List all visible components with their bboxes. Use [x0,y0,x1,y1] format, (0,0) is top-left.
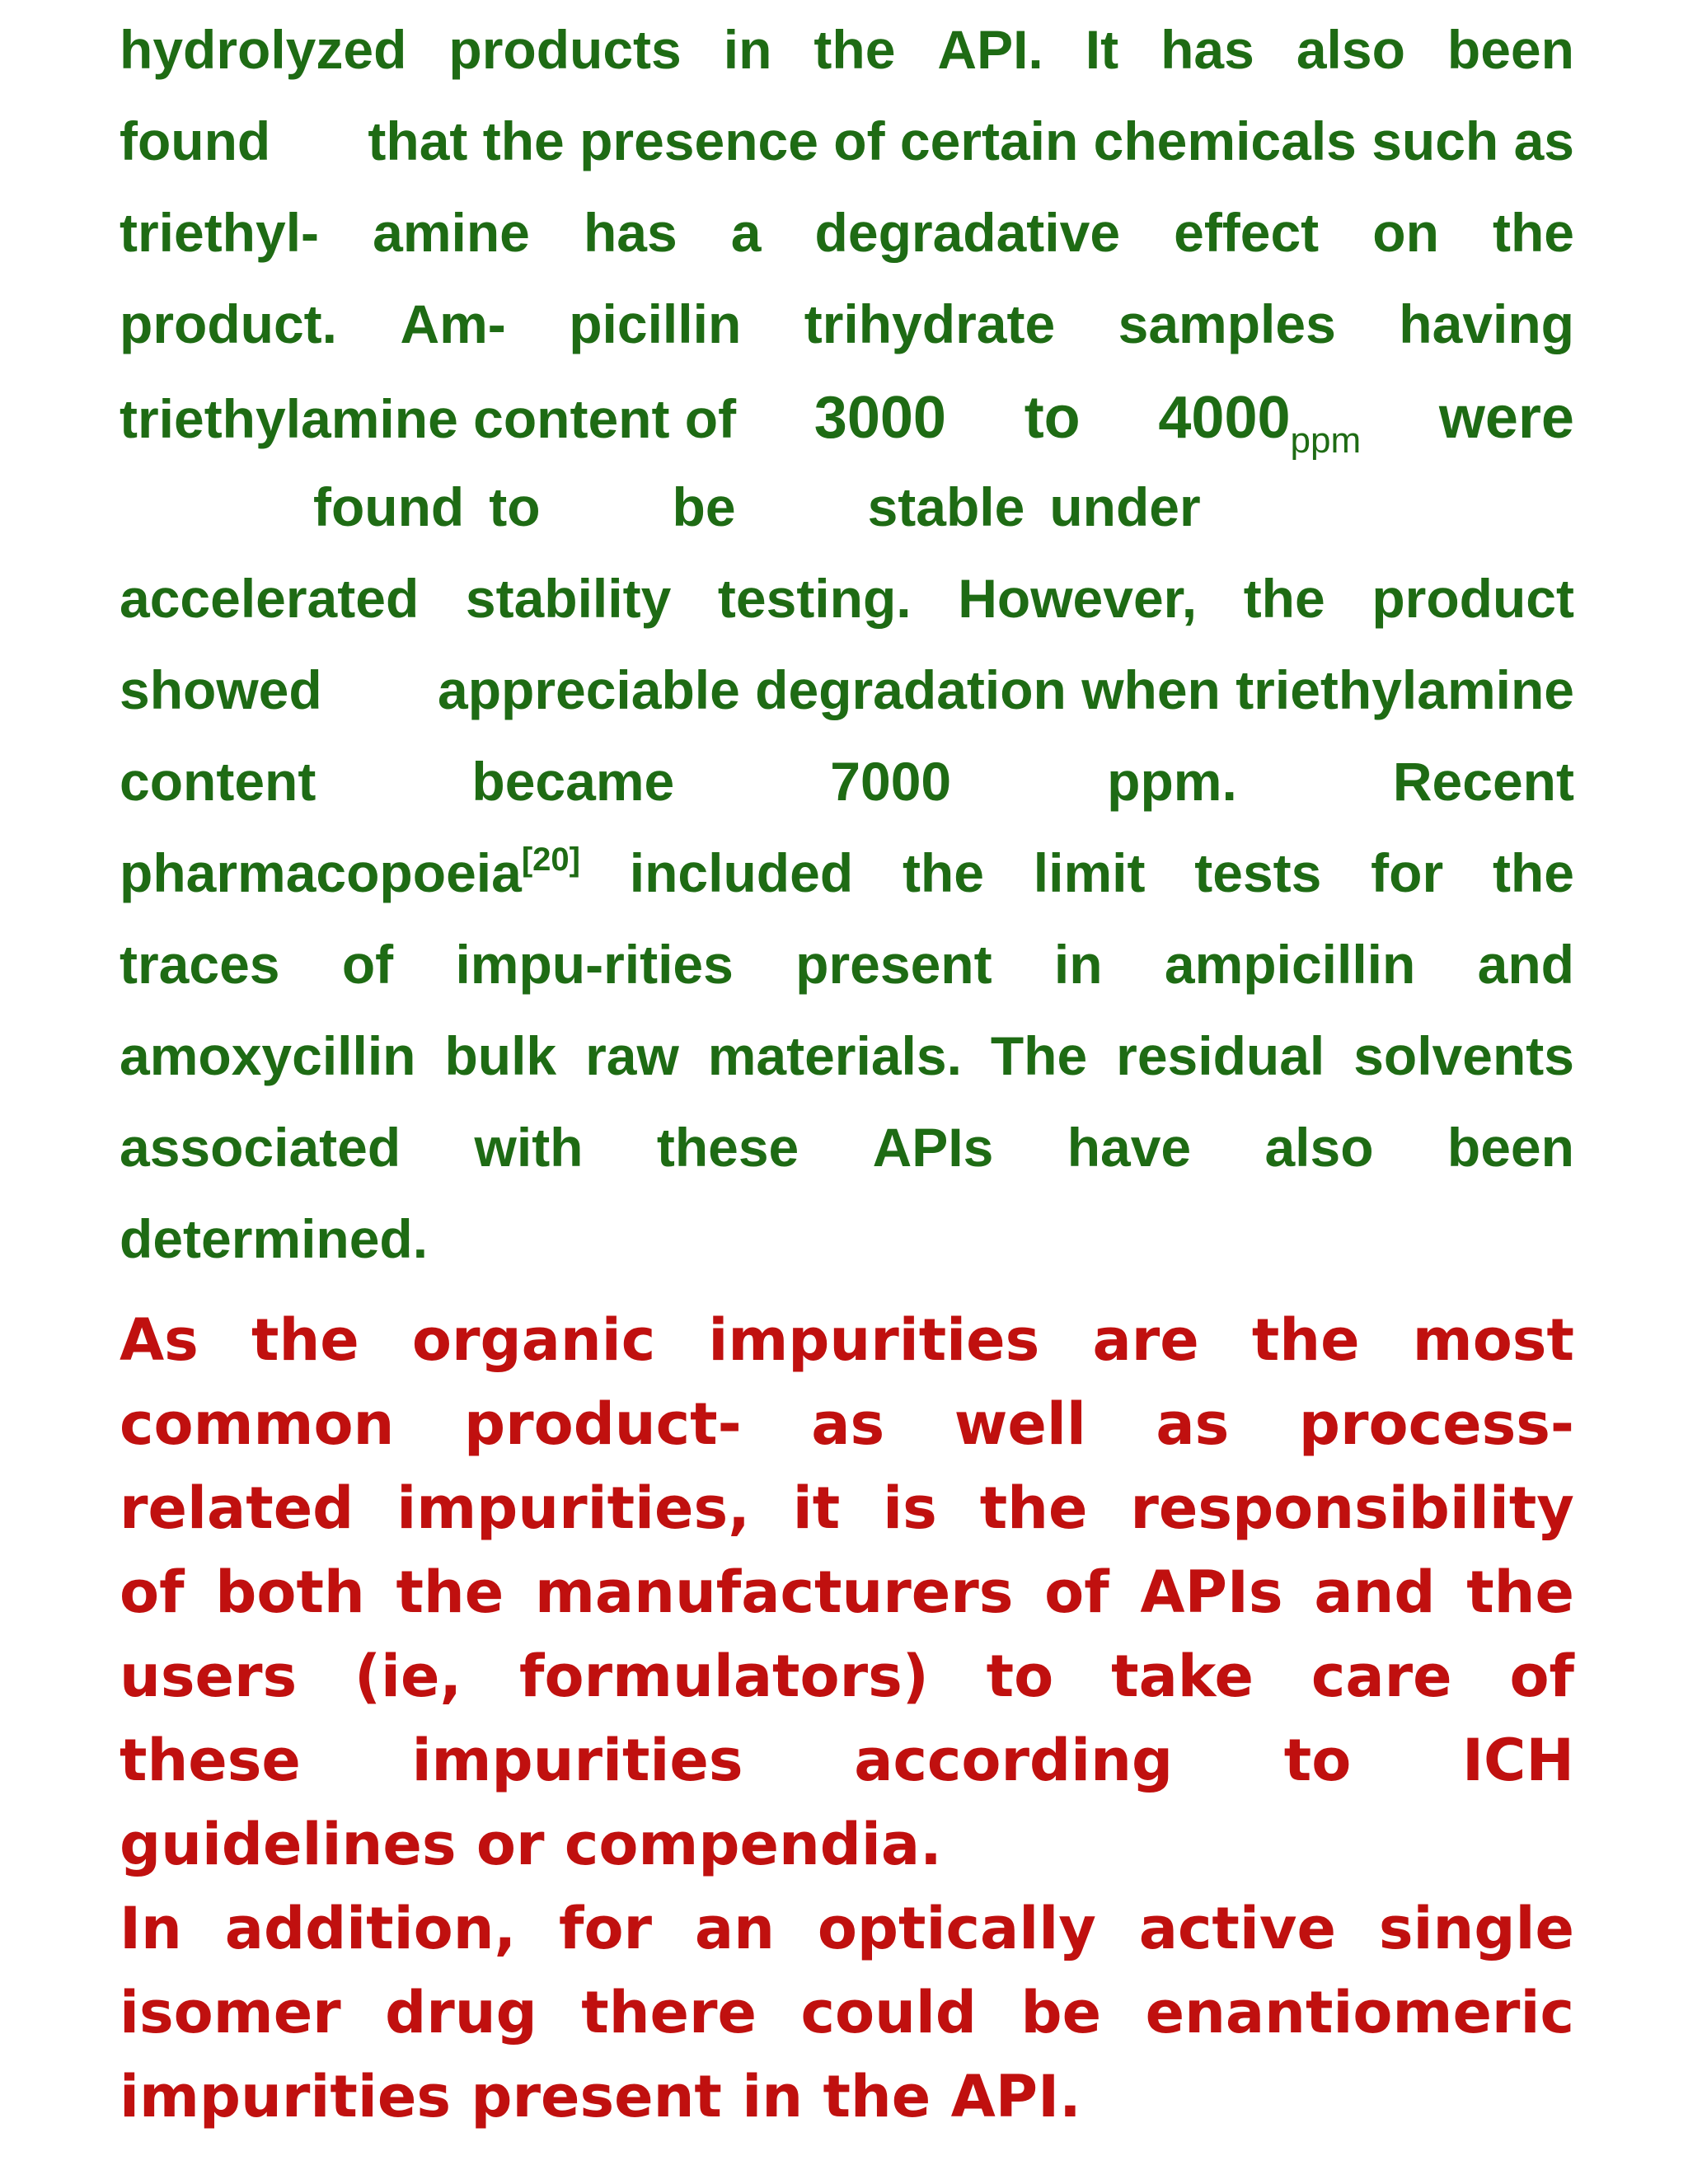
word: 7000 [830,751,952,812]
word: process- [1298,1390,1574,1458]
word: product- [463,1390,742,1458]
line-text: triethylamine content of [120,388,737,449]
word: there [581,1979,757,2046]
word: the [1492,842,1574,903]
word: Recent [1392,751,1574,812]
word: optically [817,1895,1096,1962]
word: having [1399,293,1574,354]
word: also [1296,19,1405,80]
word: ppm. [1107,751,1237,812]
word: these [656,1117,799,1178]
word: of [120,1558,185,1626]
line-text: 3000 [814,385,946,451]
text-line [120,201,1574,293]
word: residual [1116,1025,1325,1086]
word: the [814,19,896,80]
text-line [120,1306,1574,1390]
word: in [1053,934,1103,995]
word: product [1372,568,1574,629]
word: as [1156,1390,1230,1458]
text-line [120,110,1574,201]
text-line [120,933,1574,1024]
word: the [1251,1306,1360,1374]
text-line [120,1024,1574,1116]
word: are [1092,1306,1199,1374]
word: However, [958,568,1198,629]
unit-subscript: ppm [1290,420,1362,461]
word: found [120,110,271,171]
word: has [1160,19,1254,80]
word: with [474,1117,584,1178]
word: as [811,1390,885,1458]
word: according [854,1727,1174,1794]
line-text: impurities present in the API. [120,2063,1081,2130]
word: became [471,751,675,812]
text-line [120,18,1574,110]
word: the [1243,568,1325,629]
text-line [120,841,1574,933]
word: the [979,1474,1088,1542]
word: limit [1033,842,1146,903]
word: active [1138,1895,1336,1962]
word: to [1283,1727,1352,1794]
word: ICH [1461,1727,1574,1794]
word: testing. [717,568,912,629]
word: impurities, [396,1474,750,1542]
word: stable [867,476,1025,537]
word: content [120,751,316,812]
text-line [120,1895,1574,1979]
word: tests [1194,842,1322,903]
text-line [120,1811,1574,1895]
word: present [795,934,992,995]
word: found [313,476,465,537]
word: it [792,1474,841,1542]
word: stability [465,568,672,629]
word: has [583,202,678,263]
word: the [396,1558,504,1626]
text-line [120,1474,1574,1558]
word: manufacturers [534,1558,1014,1626]
word: samples [1118,293,1336,354]
word: degradative [814,202,1121,263]
line-text: guidelines or compendia. [120,1811,942,1878]
word: included [629,842,854,903]
word: accelerated [120,568,420,629]
text-line [120,567,1574,658]
word: these [120,1727,301,1794]
word: care [1311,1643,1452,1710]
word: impurities [708,1306,1040,1374]
word: for [1371,842,1444,903]
word: materials. [707,1025,962,1086]
pharmacopoeia-word: pharmacopoeia[20] [120,841,580,903]
green-paragraph [120,18,1574,1299]
word: that the presence of certain chemicals such as [368,110,1574,171]
word: on [1372,202,1439,263]
word: under [1049,476,1201,537]
word: effect [1174,202,1320,263]
word: picillin [569,293,742,354]
word: take [1111,1643,1254,1710]
word: ampicillin [1164,934,1416,995]
word: formulators) [518,1643,929,1710]
word: be [672,476,736,537]
word: amine [373,202,530,263]
text-line [120,1116,1574,1207]
word: and [1314,1558,1436,1626]
word: is [883,1474,937,1542]
word: and [1477,934,1574,995]
word: the [902,842,984,903]
word: of [1509,1643,1574,1710]
word: APIs [872,1117,994,1178]
text-line [120,1979,1574,2063]
word: an [694,1895,775,1962]
word: As [120,1306,199,1374]
text-line [120,1727,1574,1811]
word: addition, [224,1895,517,1962]
word: appreciable degradation when triethylamine [437,659,1574,720]
word: traces [120,934,280,995]
word: API. [937,19,1043,80]
text-line [120,1390,1574,1474]
word: enantiomeric [1145,1979,1574,2046]
reference-superscript: [20] [521,841,580,878]
word: of [1044,1558,1109,1626]
word: product. [120,293,337,354]
text-line [120,384,1574,476]
word: triethyl- [120,202,320,263]
red-paragraphs [120,1306,1574,2147]
word: impurities [411,1727,743,1794]
word: could [800,1979,978,2046]
text-line [120,1643,1574,1727]
text-line [120,658,1574,750]
word: (ie, [354,1643,462,1710]
line-text: determined. [120,1208,429,1269]
word: most [1412,1306,1574,1374]
word: It [1085,19,1119,80]
concentration-value: $4000_{ppm}$ [1158,385,1362,461]
word: associated [120,1117,401,1178]
line-text: to [1024,385,1081,451]
word: to [489,476,541,537]
word: The [990,1025,1088,1086]
word: in [723,19,772,80]
word: to [986,1643,1054,1710]
word: the [251,1306,359,1374]
text-line [120,2063,1574,2147]
word: common [120,1390,395,1458]
word: In [120,1895,182,1962]
word: users [120,1643,298,1710]
word: been [1447,19,1574,80]
word: single [1378,1895,1574,1962]
word: the [1492,202,1574,263]
word: also [1264,1117,1374,1178]
word: have [1067,1117,1192,1178]
text-line [120,750,1574,841]
word: isomer [120,1979,341,2046]
word: both [215,1558,365,1626]
word: raw [585,1025,679,1086]
word: hydrolyzed [120,19,407,80]
word: solvents [1353,1025,1574,1086]
text-line [120,293,1574,384]
word: of [341,934,394,995]
word: showed [120,659,322,720]
text-line [120,476,1574,567]
word: a [730,202,762,263]
word: impu-rities [455,934,734,995]
line-text: were [1438,385,1574,451]
word: for [559,1895,653,1962]
word: APIs [1140,1558,1283,1626]
word: related [120,1474,354,1542]
word: well [954,1390,1086,1458]
word: amoxycillin [120,1025,416,1086]
word: responsibility [1130,1474,1574,1542]
word: trihydrate [804,293,1056,354]
word: drug [385,1979,537,2046]
word: the [1466,1558,1574,1626]
text-line [120,1207,1574,1299]
text-line [120,1558,1574,1643]
word: bulk [444,1025,557,1086]
word: be [1020,1979,1102,2046]
word: products [448,19,682,80]
word: been [1447,1117,1574,1178]
word: Am- [400,293,506,354]
word: organic [411,1306,656,1374]
